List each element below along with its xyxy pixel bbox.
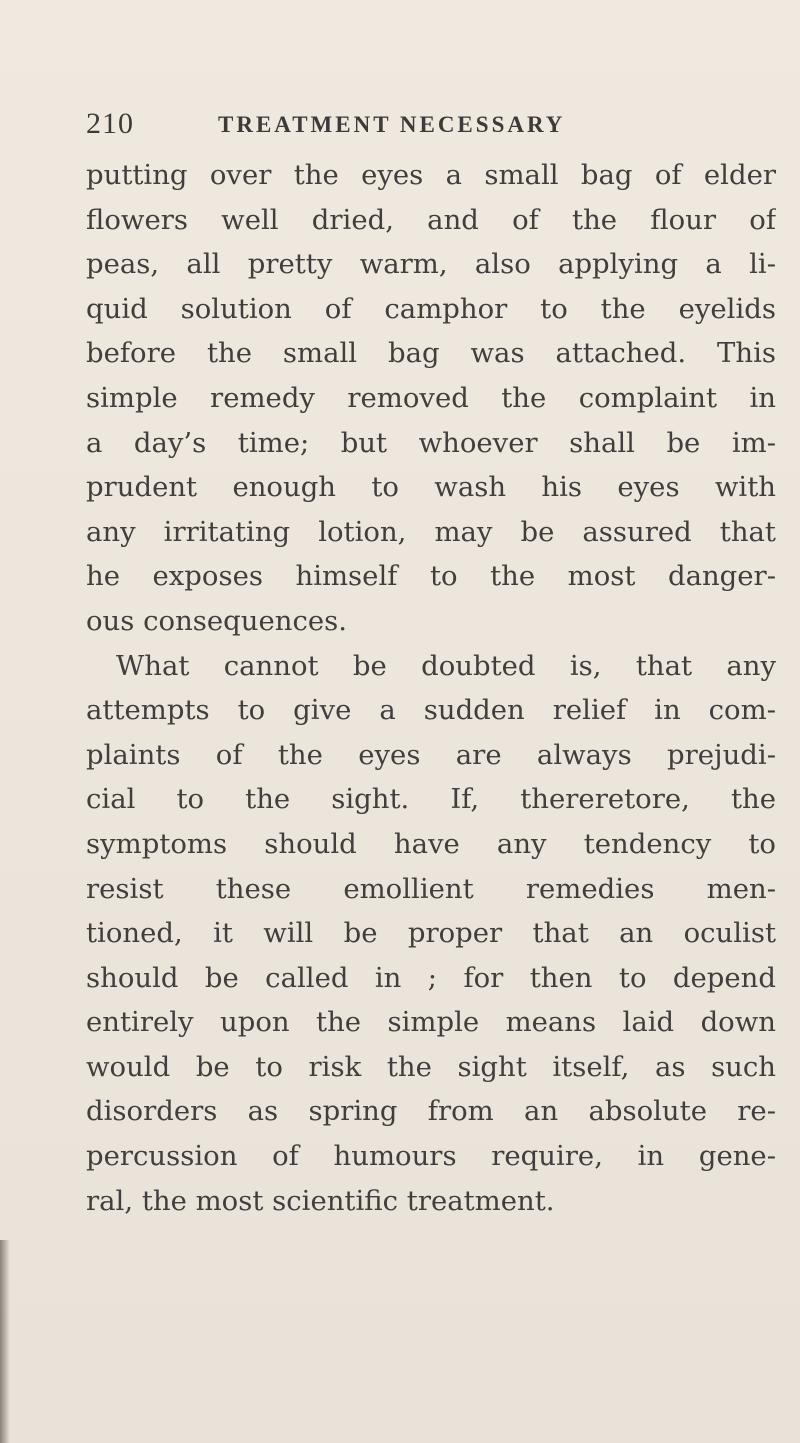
text-line: resist these emollient remedies men- bbox=[86, 872, 776, 905]
text-line: a day’s time; but whoever shall be im- bbox=[86, 426, 776, 459]
text-line: any irritating lotion, may be assured that bbox=[86, 515, 776, 548]
running-head: TREATMENT NECESSARY bbox=[218, 112, 566, 137]
text-line: ous consequences. bbox=[86, 604, 348, 637]
text-line: cial to the sight. If, thereretore, the bbox=[86, 783, 776, 816]
text-line: he exposes himself to the most danger- bbox=[86, 560, 776, 593]
text-line: percussion of humours require, in gene- bbox=[86, 1140, 776, 1173]
text-line: What cannot be doubted is, that any bbox=[116, 649, 776, 682]
text-line: putting over the eyes a small bag of elder bbox=[86, 159, 776, 191]
page-edge-shadow bbox=[0, 1240, 10, 1443]
text-line: flowers well dried, and of the flour of bbox=[86, 203, 776, 236]
page-header bbox=[86, 104, 726, 144]
text-line: quid solution of camphor to the eyelids bbox=[86, 292, 776, 325]
text-line: would be to risk the sight itself, as such bbox=[86, 1050, 776, 1083]
text-line: ral, the most scientific treatment. bbox=[86, 1184, 555, 1217]
text-line: should be called in ; for then to depend bbox=[86, 961, 776, 994]
text-line: attempts to give a sudden relief in com- bbox=[86, 694, 776, 727]
text-line: plaints of the eyes are always prejudi- bbox=[86, 738, 776, 771]
text-line: disorders as spring from an absolute re- bbox=[86, 1095, 776, 1128]
text-line: simple remedy removed the complaint in bbox=[86, 381, 776, 414]
text-line: prudent enough to wash his eyes with bbox=[86, 471, 776, 504]
text-line: before the small bag was attached. This bbox=[86, 337, 776, 370]
body-text bbox=[86, 153, 776, 1223]
page-number: 210 bbox=[86, 107, 134, 140]
text-line: symptoms should have any tendency to bbox=[86, 827, 776, 860]
text-line: entirely upon the simple means laid down bbox=[86, 1006, 776, 1039]
text-line: peas, all pretty warm, also applying a li- bbox=[86, 248, 776, 281]
text-line: tioned, it will be proper that an oculist bbox=[86, 917, 776, 950]
